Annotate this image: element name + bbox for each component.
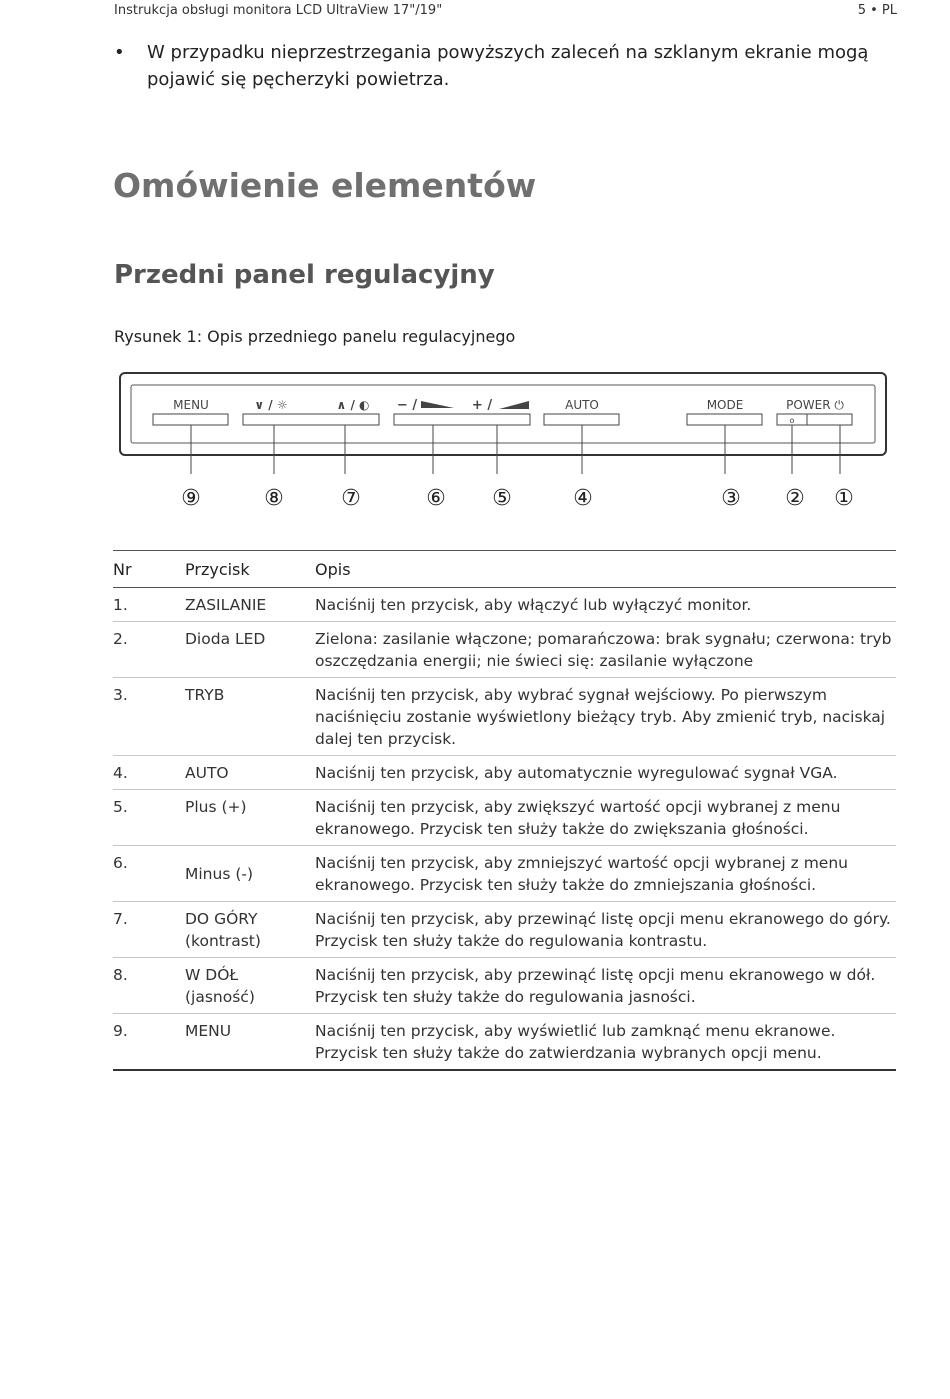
down-up-button-slot <box>243 414 379 425</box>
row-button: Plus (+) <box>185 798 247 816</box>
row-button: Minus (-) <box>185 865 254 883</box>
mode-button-slot <box>687 414 762 425</box>
bullet-symbol: • <box>114 42 125 63</box>
running-header-title: Instrukcja obsługi monitora LCD UltraView 17"/19" <box>114 3 443 18</box>
auto-button-slot <box>544 414 619 425</box>
callout-6: ⑥ <box>426 486 446 511</box>
page-number: 5 • PL <box>857 3 897 18</box>
led-label: o <box>789 416 795 425</box>
table-row <box>113 846 896 902</box>
callout-5: ⑤ <box>492 486 512 511</box>
table-row <box>113 678 896 756</box>
table-row <box>113 958 896 1014</box>
header-description: Opis <box>315 560 351 579</box>
callout-8: ⑧ <box>264 486 284 511</box>
row-nr: 2. <box>113 630 128 648</box>
controls-table <box>113 550 896 1071</box>
row-nr: 1. <box>113 596 128 614</box>
row-description: Naciśnij ten przycisk, aby zwiększyć wartość opcji wybranej z menu ekranowego. Przycisk ten służy także do zwiększania głośności. <box>315 798 841 838</box>
table-row <box>113 902 896 958</box>
power-label: POWER ⏻ <box>786 398 844 412</box>
callout-1: ① <box>834 486 854 511</box>
callout-4: ④ <box>573 486 593 511</box>
row-button: MENU <box>185 1022 232 1040</box>
minus-label: − / <box>396 398 418 413</box>
front-panel-figure <box>114 355 894 529</box>
row-nr: 3. <box>113 686 128 704</box>
down-brightness-label: ∨ / ☼ <box>254 398 288 412</box>
row-nr: 6. <box>113 854 128 872</box>
table-header-row <box>113 551 896 588</box>
auto-label: AUTO <box>565 398 599 412</box>
plus-label: + / <box>471 398 493 413</box>
row-button: TRYB <box>185 686 225 704</box>
row-nr: 9. <box>113 1022 128 1040</box>
row-nr: 4. <box>113 764 128 782</box>
row-nr: 7. <box>113 910 128 928</box>
menu-label: MENU <box>173 398 209 412</box>
row-button: Dioda LED <box>185 630 266 648</box>
callout-7: ⑦ <box>341 486 361 511</box>
table-row <box>113 622 896 678</box>
note-bullet <box>114 39 904 93</box>
mode-label: MODE <box>706 398 744 412</box>
row-button: W DÓŁ (jasność) <box>185 966 255 1006</box>
subsection-title: Przedni panel regulacyjny <box>114 260 495 290</box>
header-button: Przycisk <box>185 560 250 579</box>
table-row <box>113 790 896 846</box>
front-panel-diagram <box>114 355 894 525</box>
up-contrast-label: ∧ / ◐ <box>336 398 370 412</box>
row-description: Naciśnij ten przycisk, aby wybrać sygnał wejściowy. Po pierwszym naciśnięciu zostanie wyświetlony bieżący tryb. Aby zmienić tryb, naciskaj dalej ten przycisk. <box>315 686 886 748</box>
row-button: ZASILANIE <box>185 596 267 614</box>
row-description: Naciśnij ten przycisk, aby zmniejszyć wartość opcji wybranej z menu ekranowego. Przycisk ten służy także do zmniejszania głośności. <box>315 854 848 894</box>
section-title: Omówienie elementów <box>113 166 537 205</box>
row-button: DO GÓRY (kontrast) <box>185 910 261 950</box>
callout-3: ③ <box>721 486 741 511</box>
row-description: Naciśnij ten przycisk, aby wyświetlić lub zamknąć menu ekranowe. Przycisk ten służy także do zatwierdzania wybranych opcji menu. <box>315 1022 836 1062</box>
row-description: Naciśnij ten przycisk, aby włączyć lub wyłączyć monitor. <box>315 596 752 614</box>
row-nr: 5. <box>113 798 128 816</box>
menu-button-slot <box>153 414 228 425</box>
row-description: Naciśnij ten przycisk, aby przewinąć listę opcji menu ekranowego w dół. Przycisk ten służy także do regulowania jasności. <box>315 966 876 1006</box>
row-nr: 8. <box>113 966 128 984</box>
row-button: AUTO <box>185 764 229 782</box>
figure-caption: Rysunek 1: Opis przedniego panelu regulacyjnego <box>114 327 516 346</box>
row-description: Naciśnij ten przycisk, aby automatycznie wyregulować sygnał VGA. <box>315 764 838 782</box>
header-nr: Nr <box>113 560 132 579</box>
callout-9: ⑨ <box>181 486 201 511</box>
callout-2: ② <box>785 486 805 511</box>
note-text: W przypadku nieprzestrzegania powyższych zaleceń na szklanym ekranie mogą pojawić się pęcherzyki powietrza. <box>147 42 869 90</box>
row-description: Zielona: zasilanie włączone; pomarańczowa: brak sygnału; czerwona: tryb oszczędzania energii; nie świeci się: zasilanie wyłączone <box>315 630 892 670</box>
table-row <box>113 588 896 622</box>
minus-plus-button-slot <box>394 414 530 425</box>
table-row <box>113 1014 896 1071</box>
row-description: Naciśnij ten przycisk, aby przewinąć listę opcji menu ekranowego do góry. Przycisk ten służy także do regulowania kontrastu. <box>315 910 891 950</box>
table-row <box>113 756 896 790</box>
